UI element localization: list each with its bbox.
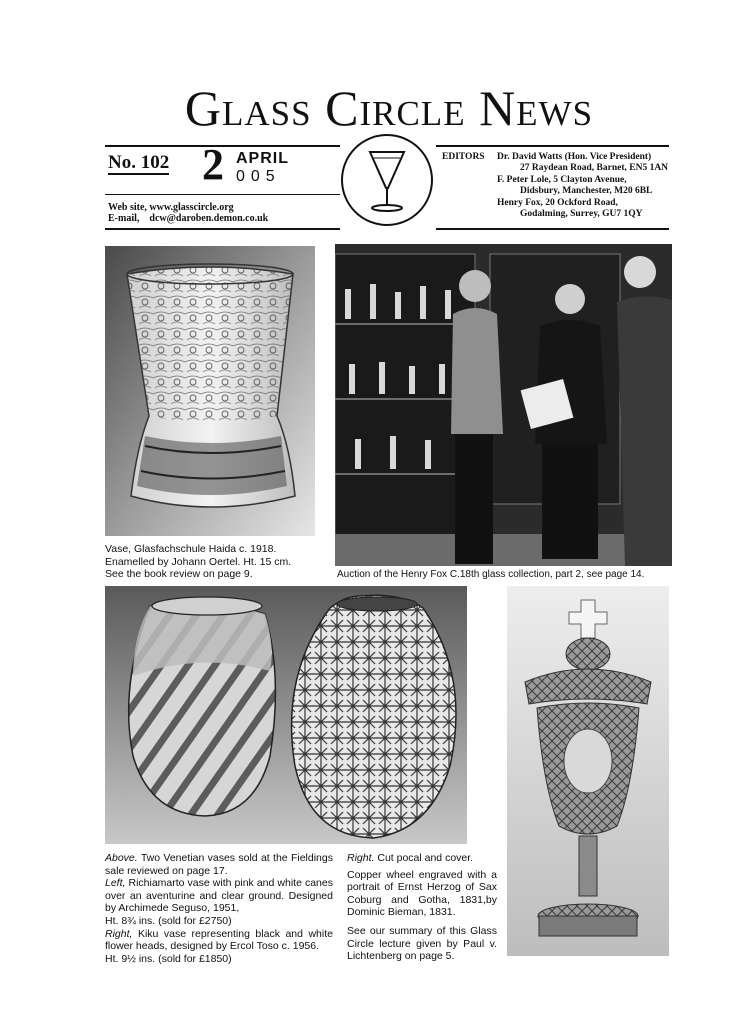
issue-day: 2 <box>202 140 224 189</box>
editors-heading: EDITORS <box>442 152 485 162</box>
caption-right <box>347 852 497 865</box>
issue-number: No. 102 <box>108 152 170 173</box>
caption-text: Richiamarto vase with pink and white canes over an aventurine and clear ground. Designed by Archimede Seguso, 1951, <box>105 877 333 915</box>
issue-divider-rule <box>105 194 340 195</box>
caption-left-height: Ht. 8¾ ins. (sold for £2750) <box>105 914 232 927</box>
caption-above <box>105 852 333 877</box>
editor-line: Dr. David Watts (Hon. Vice President) <box>497 152 652 162</box>
venetian-caption <box>105 852 333 965</box>
caption-label: Right. <box>347 852 375 864</box>
editor-line: Godalming, Surrey, GU7 1QY <box>520 209 643 219</box>
caption-left <box>105 877 333 915</box>
masthead-rule-right <box>436 145 669 147</box>
header-bottom-rule-left <box>105 228 340 230</box>
vase-caption <box>105 543 325 581</box>
caption-body: Copper wheel engraved with a portrait of Ernst Herzog of Sax Coburg and Gotha, 1831,by Dominic Bieman, 1831. <box>347 868 497 919</box>
caption-label: Above. <box>105 852 138 864</box>
caption-label: Left, <box>105 877 126 890</box>
editor-line: 27 Raydean Road, Barnet, EN5 1AN <box>520 163 669 173</box>
website-text: Web site, www.glasscircle.org <box>108 202 234 213</box>
wine-glass-logo-icon <box>337 132 437 228</box>
header-bottom-rule-right <box>436 228 669 230</box>
caption-right-height: Ht. 9½ ins. (sold for £1850) <box>105 952 232 965</box>
auction-caption: Auction of the Henry Fox C.18th glass collection, part 2, see page 14. <box>337 569 645 580</box>
pocal-caption <box>347 852 497 963</box>
caption-line: See the book review on page 9. <box>105 568 253 581</box>
caption-line: Enamelled by Johann Oertel. Ht. 15 cm. <box>105 555 292 568</box>
issue-month: APRIL <box>236 150 289 167</box>
issue-year: 005 <box>236 168 281 185</box>
caption-line: Vase, Glasfachschule Haida c. 1918. <box>105 543 277 555</box>
caption-text: Two Venetian vases sold at the Fieldings sale reviewed on page 17. <box>105 852 333 877</box>
editor-line: Henry Fox, 20 Ockford Road, <box>497 198 618 208</box>
auction-photo <box>335 244 672 566</box>
editor-line: Didsbury, Manchester, M20 6BL <box>520 186 653 196</box>
venetian-vases-photo <box>105 586 467 844</box>
caption-text: Kiku vase representing black and white flower heads, designed by Ercol Toso c. 1956. <box>105 927 333 953</box>
haida-vase-photo <box>105 246 315 536</box>
caption-right <box>105 928 333 953</box>
caption-summary: See our summary of this Glass Circle lecture given by Paul v. Lichtenberg on page 5. <box>347 924 497 963</box>
caption-label: Right, <box>105 927 133 940</box>
email-text: E-mail, dcw@daroben.demon.co.uk <box>108 213 269 224</box>
cut-pocal-photo <box>507 586 669 956</box>
caption-text: Cut pocal and cover. <box>374 852 474 864</box>
masthead-title: Glass Circle News <box>184 80 594 136</box>
editor-line: F. Peter Lole, 5 Clayton Avenue, <box>497 175 627 185</box>
